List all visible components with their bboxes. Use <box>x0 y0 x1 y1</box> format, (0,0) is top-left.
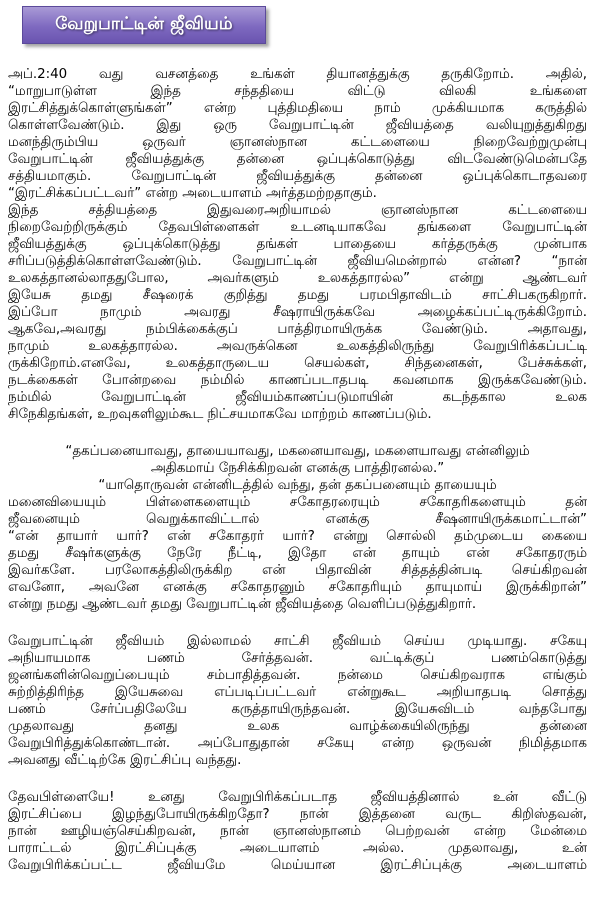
text-line: அநியாயமாக பணம் சேர்த்தவன். வட்டிக்குப் பணம்கொடுத்து <box>8 651 587 666</box>
text-line: வேறுபாட்டின் ஜீவியம் இல்லாமல் சாட்சி ஜீவியம் செய்ய முடியாது. சகேயு <box>8 634 587 649</box>
text-line: தேவபிள்ளையே! உனது வேறுபிரிக்கப்படாத ஜீவியத்தினால் உன் வீட்டு <box>8 790 587 805</box>
text-line: ஜீவனையும் வெறுக்காவிட்டால் எனக்கு சீஷனாயிருக்கமாட்டான்” <box>8 512 587 527</box>
text-line: நான் ஊழியஞ்செய்கிறவன், நான் ஞானஸ்நானம் பெற்றவன் என்ற மேன்மை <box>8 824 587 839</box>
paragraph-exhortation <box>8 789 587 874</box>
text-line: ஜனங்களின்வெறுப்பையும் சம்பாதித்தவன். நன்மை செய்கிறவராக எங்கும் <box>8 668 587 683</box>
text-line: “என் தாயார் யார்? என் சகோதரர் யார்? என்று சொல்லி தம்முடைய கையை <box>8 529 587 544</box>
text-line: அதிகமாய் நேசிக்கிறவன் எனக்கு பாத்திரனல்ல.” <box>150 461 445 476</box>
text-line: இவர்களே. பரலோகத்திலிருக்கிற என் பிதாவின் சித்தத்தின்படி செய்கிறவன் <box>8 563 587 578</box>
text-line: நடக்கைகள் போன்றவை நம்மில் காணப்படாதபடி கவனமாக இருக்கவேண்டும். <box>8 373 587 388</box>
paragraph-zacchaeus <box>8 633 587 769</box>
text-line: அவனது வீட்டிற்கே இரட்சிப்பு வந்தது. <box>8 753 242 768</box>
text-line: “யாதொருவன் என்னிடத்தில் வந்து, தன் தகப்பனையும் தாயையும் <box>98 478 497 493</box>
page-title: வேறுபாட்டின் ஜீவியம் <box>55 14 233 34</box>
article-body <box>8 66 587 874</box>
text-line: நம்மில் வேறுபாட்டின் ஜீவியம்காணப்படுமாயின் கடந்தகால உலக <box>8 390 587 405</box>
text-line: என்று நமது ஆண்டவர் தமது வேறுபாட்டின் ஜீவியத்தை வெளிப்படுத்துகிறார். <box>8 597 477 612</box>
paragraph-intro <box>8 66 587 423</box>
text-line: சரிப்படுத்திக்கொள்ளவேண்டும். வேறுபாட்டின் ஜீவியமென்றால் என்ன? “நான் <box>8 254 587 269</box>
text-line: இரட்சிப்பை இழந்துபோயிருக்கிறதோ? நான் இத்தனை வருட கிறிஸ்தவன், <box>8 807 587 822</box>
text-line: “தகப்பனையாவது, தாயையாவது, மகனையாவது, மகளையாவது என்னிலும் <box>65 444 530 459</box>
text-line: ருக்கிறோம்.எனவே, உலகத்தாருடைய செயல்கள், சிந்தனைகள், பேச்சுக்கள், <box>8 356 587 371</box>
text-line: ஆகவே,அவரது நம்பிக்கைக்குப் பாத்திரமாயிருக்க வேண்டும். அதாவது, <box>8 322 587 337</box>
text-line: உலகத்தானல்லாததுபோல, அவர்களும் உலகத்தாரல்ல” என்று ஆண்டவர் <box>8 271 587 286</box>
text-line: இப்போ நாமும் அவரது சீஷராயிருக்கவே அழைக்கப்பட்டிருக்கிறோம். <box>8 305 587 320</box>
text-line: ஜீவியத்துக்கு ஒப்புக்கொடுத்து தங்கள் பாதையை கர்த்தருக்கு முன்பாக <box>8 237 587 252</box>
text-line: இந்த சத்தியத்தை இதுவரைஅறியாமல் ஞானஸ்நான கட்டளையை <box>8 203 587 218</box>
page-title-banner <box>22 6 266 44</box>
text-line: வேறுபாட்டின் ஜீவியத்துக்கு தன்னை ஒப்புக்கொடுத்து விடவேண்டுமென்பதே <box>8 152 587 167</box>
text-line: தமது சீஷர்களுக்கு நேரே நீட்டி, இதோ என் தாயும் என் சகோதரரும் <box>8 546 587 561</box>
text-line: பணம் சேர்ப்பதிலேயே கருத்தாயிருந்தவன். இயேசுவிடம் வந்தபோது <box>8 702 587 717</box>
text-line: வேறுபிரிக்கப்பட்ட ஜீவியமே மெய்யான இரட்சிப்புக்கு அடையாளம் <box>8 858 587 873</box>
text-line: வேறுபிரித்துக்கொண்டான். அப்போதுதான் சகேயு என்ற ஒருவன் நிமித்தமாக <box>8 736 587 751</box>
text-line: மனைவியையும் பிள்ளைகளையும் சகோதரரையும் சகோதரிகளையும் தன் <box>8 495 587 510</box>
text-line: சுற்றித்திரிந்த இயேசுவை எப்படிப்பட்டவர் என்றுகூட அறியாதபடி சொத்து <box>8 685 587 700</box>
text-line: கொள்ளவேண்டும். இது ஒரு வேறுபாட்டின் ஜீவியத்தை வலியுறுத்துகிறது <box>8 118 587 133</box>
text-line: மனந்திரும்பிய ஒருவர் ஞானஸ்நான கட்டளையை நிறைவேற்றுமுன்பு <box>8 135 587 150</box>
text-line: “மாறுபாடுள்ள இந்த சந்ததியை விட்டு விலகி உங்களை <box>8 84 587 99</box>
text-line: சிநேகிதங்கள், உறவுகளிலும்கூட நிட்சயமாகவே மாற்றம் காணப்படும். <box>8 407 432 422</box>
text-line: பாராட்டல் இரட்சிப்புக்கு அடையாளம் அல்ல. முதலாவது, உன் <box>8 841 587 856</box>
text-line: இயேசு தமது சீஷரைக் குறித்து தமது பரமபிதாவிடம் சாட்சிபகருகிறார். <box>8 288 587 303</box>
text-line: நிறைவேற்றிருக்கும் தேவபிள்ளைகள் உடனடியாகவே தங்களை வேறுபாட்டின் <box>8 220 587 235</box>
text-line: அப்.2:40 வது வசனத்தை உங்கள் தியானத்துக்கு தருகிறோம். அதில், <box>8 67 587 82</box>
text-line: “இரட்சிக்கப்பட்டவர்” என்ற அடையாளம் அர்த்தமற்றதாகும். <box>8 186 377 201</box>
text-line: நாமும் உலகத்தாரல்ல. அவருக்கென உலகத்திலிருந்து வேறுபிரிக்கப்பட்டி <box>8 339 587 354</box>
text-line: முதலாவது தனது உலக வாழ்க்கையிலிருந்து தன்னை <box>8 719 587 734</box>
text-line: சத்தியமாகும். வேறுபாட்டின் ஜீவியத்துக்கு தன்னை ஒப்புக்கொடாதவரை <box>8 169 587 184</box>
text-line: எவனோ, அவனே எனக்கு சகோதரனும் சகோதரியும் தாயுமாய் இருக்கிறான்” <box>8 580 587 595</box>
text-line: இரட்சித்துக்கொள்ளுங்கள்” என்ற புத்திமதியை நாம் முக்கியமாக கருத்தில் <box>8 101 587 116</box>
paragraph-scripture-quotes <box>8 443 587 613</box>
